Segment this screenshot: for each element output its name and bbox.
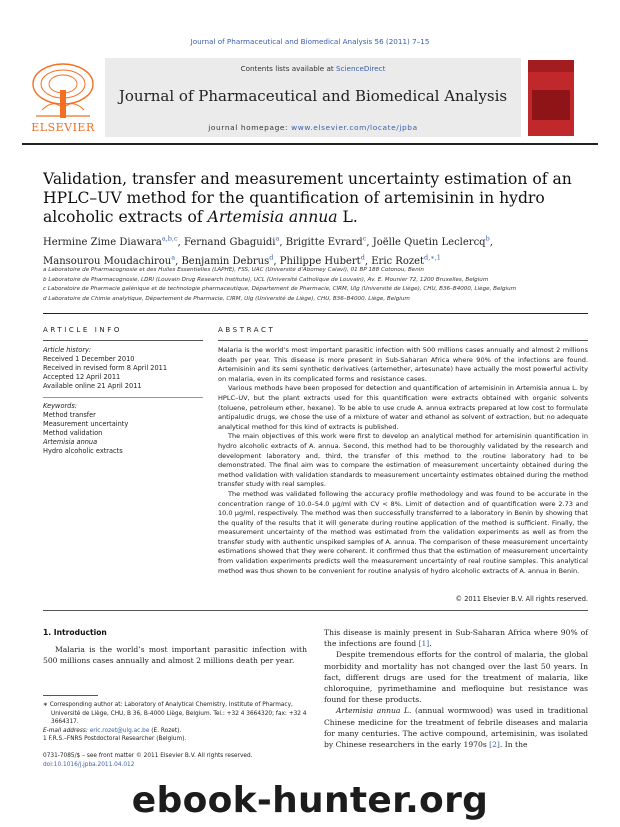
section-rule xyxy=(43,313,588,314)
article-info-rule xyxy=(43,340,203,341)
abstract-body xyxy=(218,346,588,576)
history-label: Article history: xyxy=(43,346,92,354)
article-title xyxy=(43,170,583,227)
journal-citation[interactable]: Journal of Pharmaceutical and Biomedical Analysis 56 (2011) 7–15 xyxy=(190,37,430,46)
reference-link[interactable]: [1] xyxy=(418,639,430,649)
keyword: Artemisia annua xyxy=(43,438,98,447)
abstract-rule xyxy=(218,340,588,341)
email-link[interactable]: eric.rozet@ulg.ac.be xyxy=(89,727,150,734)
abstract-paragraph: The method was validated following the accuracy profile methodology and was found to be accurate in the concentration range of 10.0–54.0 μg/ml with CV < 8%. Limit of detection and of quantification were 2.73 and 10.0 μg/ml, respectively. The method was then successfully transferred to a laboratory in Benin by showing that the quality of the results that it will generate during routine application of the method is sufficient. Finally, the measurement uncertainty of the method was estimated from the validation experiments as well as from the transfer study with authentic unspiked samples of A. annua. The comparison of these measurement uncertainty estimations showed that they were coherent. It confirmed thus that the estimation of measurement uncertainty from validation experiments predicts well the measurement uncertainty of real routine samples. This analytical method was thus shown to be convenient for routine analysis of hydro alcoholic extracts of A. annua in Benin. xyxy=(218,489,588,575)
article-info-heading: ARTICLE INFO xyxy=(43,326,122,334)
contents-prefix: Contents lists available at xyxy=(240,64,334,73)
body-right-column xyxy=(324,627,588,750)
affiliation: c Laboratoire de Pharmacie galénique et de technologie pharmaceutique, Département de Pharmacie, CIRM, Ulg (Université de Liège), CHU, B36–B4000, Liège, Belgium xyxy=(43,286,517,292)
watermark: ebook-hunter.org xyxy=(131,780,489,821)
history-item: Received in revised form 8 April 2011 xyxy=(43,364,168,373)
elsevier-logo-text: ELSEVIER xyxy=(31,121,95,134)
history-item: Received 1 December 2010 xyxy=(43,355,135,364)
keyword: Method validation xyxy=(43,429,103,438)
history-item: Accepted 12 April 2011 xyxy=(43,373,121,382)
doi-block xyxy=(43,752,307,769)
title-end: L. xyxy=(337,208,358,226)
body-paragraph: Despite tremendous efforts for the control of malaria, the global morbidity and mortality has not changed over the last 50 years. In fact, different drugs are used for the treatment of malaria, like chloroquine, pyrimethamine and mefloquine but resistance was found for these products. xyxy=(324,650,588,705)
author: Fernand Gbaguidi$^a$, xyxy=(183,235,286,249)
doi-link[interactable]: doi:10.1016/j.jpba.2011.04.012 xyxy=(43,761,135,768)
fnrs-note: 1 F.R.S.–FNRS Postdoctoral Researcher (Belgium). xyxy=(43,736,187,742)
abstract-paragraph: Malaria is the world’s most important parasitic infection with 500 millions cases annually and almost 2 millions death per year. This disease is more present in Sub-Saharan Africa where 90% of the infections are found. Artemisinin and its semi synthetic derivatives (artemether, artesunate) have actually the most powerful activity on malaria, even in its complicated forms and resistance cases. xyxy=(218,346,588,383)
body-left-column xyxy=(43,644,307,666)
journal-title: Journal of Pharmaceutical and Biomedical Analysis xyxy=(118,87,508,105)
email-suffix: (E. Rozet). xyxy=(149,727,182,734)
footnote-rule xyxy=(43,695,98,696)
header-rule xyxy=(22,143,598,145)
contents-line xyxy=(105,64,521,73)
author: Hermine Zime Diawara$^{a,b,c}$, xyxy=(43,235,184,249)
affiliations xyxy=(43,266,603,304)
abstract-heading: ABSTRACT xyxy=(218,326,276,334)
body-paragraph: Artemisia annua L. (annual wormwood) was used in traditional Chinese medicine for the treatment of febrile diseases and malaria for many centuries. The active compound, artemisinin, was isolated by Chinese researchers in the early 1970s [2]. In the xyxy=(324,706,589,750)
keyword: Method transfer xyxy=(43,411,96,420)
abstract-bottom-rule xyxy=(43,610,588,611)
title-italic: Artemisia annua xyxy=(207,208,338,226)
author: Mansourou Moudachirou$^a$, xyxy=(43,253,182,267)
article-history xyxy=(43,346,203,391)
email-note xyxy=(43,727,307,736)
author: Benjamin Debrus$^d$, xyxy=(181,253,280,267)
reference-link[interactable]: [2] xyxy=(489,740,500,750)
corresponding-author-note: ∗ Corresponding author at: Laboratory of Analytical Chemistry, Institute of Pharmacy, Université de Liège, CHU, B 36, B-4000 Liège, Belgium. Tel.: +32 4 3664320; fax: +32 4 3664317. xyxy=(43,702,307,725)
affiliation: d Laboratoire de Chimie analytique, Département de Pharmacie, CIRM, Ulg (Université de Liège), CHU, B36–B4000, Liège, Belgium xyxy=(43,295,410,302)
keywords xyxy=(43,402,203,457)
abstract-paragraph: The main objectives of this work were first to develop an analytical method for artemisinin quantification in hydro alcoholic extracts of A. annua. Second, this method had to be thoroughly validated by the research and development laboratory and, third, the transfer of this method to the routine laboratory had to be demonstrated. The final aim was to compare the estimation of measurement uncertainty obtained during the method validation with validation standards to measurement uncertainty estimates obtained during the method transfer study with real samples. xyxy=(218,432,588,489)
author: Brigitte Evrard$^c$, xyxy=(285,235,373,249)
section-heading-introduction: 1. Introduction xyxy=(43,628,107,637)
copyright: © 2011 Elsevier B.V. All rights reserved. xyxy=(455,595,588,603)
abstract-paragraph: Various methods have been proposed for detection and quantification of artemisinin in Artemisia annua L. by HPLC–UV, but the plant extracts used for this quantification were extracts obtained with organic solvents (toluene, petroleum ether, hexane). To be able to use crude A. annua extracts prepared at low cost to formulate antipaludic drugs, we chose the use of a mixture of water and ethanol as solvent of extraction, but no adequate analytical method for this kind of extracts is published. xyxy=(218,384,588,431)
keyword: Hydro alcoholic extracts xyxy=(43,447,123,456)
homepage-link[interactable]: www.elsevier.com/locate/jpba xyxy=(291,123,418,132)
author: Philippe Hubert$^d$, xyxy=(279,253,372,267)
affiliation: b Laboratoire de Pharmacognosie, LDRI (Louvain Drug Research Institute), UCL (Université Catholique de Louvain), Av. E. Mounier 72, 1200 Bruxelles, Belgium xyxy=(43,276,489,283)
title-main: Validation, transfer and measurement uncertainty estimation of an HPLC–UV method for the quantification of artemisinin in hydro alcoholic extracts of xyxy=(43,170,572,226)
footnotes xyxy=(43,701,307,744)
author-list xyxy=(43,232,583,269)
affiliation: a Laboratoire de Pharmacognosie et des Huiles Essentielles (LAPHE), FSS, UAC (Université d’Abomey Calavi), 01 BP 188 Cotonou, Benin xyxy=(43,267,424,273)
email-label: E-mail address: xyxy=(43,727,88,734)
keyword: Measurement uncertainty xyxy=(43,420,129,429)
body-paragraph: Malaria is the world’s most important parasitic infection with 500 millions cases annually and almost 2 millions death per year. xyxy=(43,645,307,666)
journal-homepage xyxy=(105,123,521,132)
keywords-label: Keywords: xyxy=(43,402,78,410)
keywords-rule xyxy=(43,397,203,398)
body-paragraph: This disease is mainly present in Sub-Saharan Africa where 90% of the infections are found [1]. xyxy=(324,628,588,649)
issn-line: 0731-7085/$ – see front matter © 2011 Elsevier B.V. All rights reserved. xyxy=(43,753,253,759)
sciencedirect-link[interactable]: ScienceDirect xyxy=(336,64,386,73)
author: Eric Rozet$^{d,∗,1}$ xyxy=(371,253,441,267)
homepage-prefix: journal homepage: xyxy=(208,123,289,132)
journal-cover-thumbnail xyxy=(528,60,574,136)
author: Joëlle Quetin Leclercq$^b$, xyxy=(372,235,493,249)
history-item: Available online 21 April 2011 xyxy=(43,382,142,391)
